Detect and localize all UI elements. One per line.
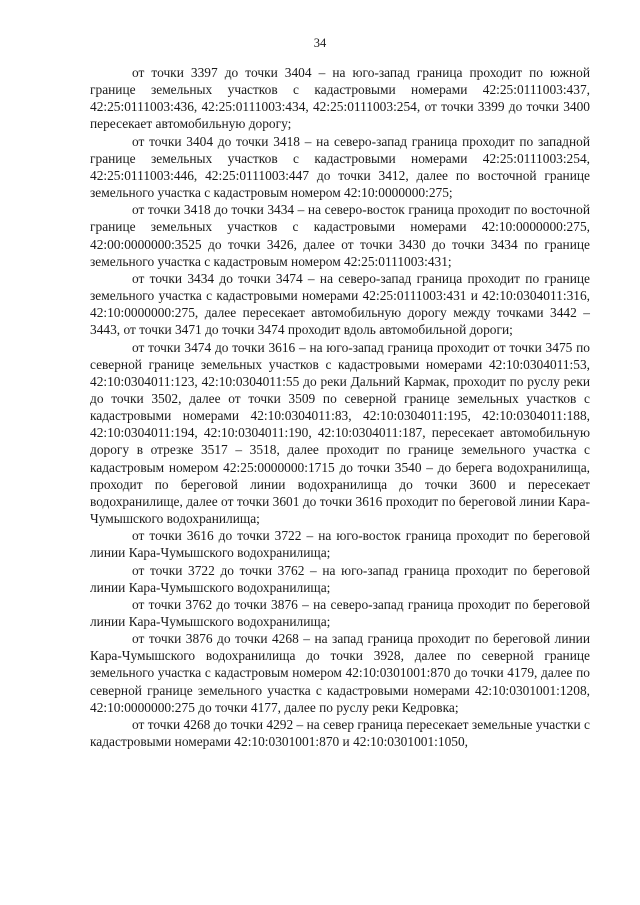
boundary-paragraph: от точки 3722 до точки 3762 – на юго-запад граница проходит по береговой линии Кара-Чумышского водохранилища; (90, 562, 590, 595)
boundary-paragraph: от точки 3397 до точки 3404 – на юго-запад граница проходит по южной границе земельных участков с кадастровыми номерами 42:25:0111003:437, 42:25:0111003:436, 42:25:0111003:434, 42:25:0111003:254, от точки 3399 до точки 3400 пересекает автомобильную дорогу; (90, 65, 590, 132)
boundary-paragraph: от точки 3762 до точки 3876 – на северо-запад граница проходит по береговой линии Кара-Чумышского водохранилища; (90, 596, 590, 629)
boundary-paragraph: от точки 3404 до точки 3418 – на северо-запад граница проходит по западной границе земельных участков с кадастровыми номерами 42:25:0111003:254, 42:25:0111003:446, 42:25:0111003:447 до точки 3412, далее по восточной границе земельного участка с кадастровым номером 42:10:0000000:275; (90, 133, 590, 201)
boundary-paragraph: от точки 3434 до точки 3474 – на северо-запад граница проходит по границе земельного участка с кадастровыми номерами 42:25:0111003:431 и 42:10:0304011:316, 42:10:0000000:275, далее пересекает автомобильную дорогу между точками 3442 – 3443, от точки 3471 до точки 3474 проходит вдоль автомобильной дороги; (90, 270, 590, 338)
page-number: 34 (313, 36, 327, 50)
boundary-paragraph: от точки 3616 до точки 3722 – на юго-восток граница проходит по береговой линии Кара-Чумышского водохранилища; (90, 528, 590, 561)
document-body (90, 64, 590, 750)
boundary-paragraph: от точки 3474 до точки 3616 – на юго-запад граница проходит от точки 3475 по северной границе земельных участков с кадастровыми номерами 42:10:0304011:53, 42:10:0304011:123, 42:10:0304011:55 до реки Дальний Кармак, проходит по руслу реки до точки 3502, далее от точки 3509 по северной границе земельных участков с кадастровыми номерами 42:10:0304011:83, 42:10:0304011:195, 42:10:0304011:188, 42:10:0304011:194, 42:10:0304011:190, 42:10:0304011:187, пересекает автомобильную дорогу в отрезке 3517 – 3518, далее проходит по границе земельного участка с кадастровым номером 42:25:0000000:1715 до точки 3540 – до берега водохранилища, проходит по береговой линии водохранилища до точки 3600 и пересекает водохранилище, далее от точки 3601 до точки 3616 проходит по береговой линии Кара-Чумышского водохранилища; (90, 339, 590, 527)
boundary-paragraph: от точки 3418 до точки 3434 – на северо-восток граница проходит по восточной границе земельных участков с кадастровыми номерами 42:10:0000000:275, 42:00:0000000:3525 до точки 3426, далее от точки 3430 до точки 3434 по границе земельного участка с кадастровым номером 42:25:0111003:431; (90, 202, 590, 269)
boundary-paragraph: от точки 3876 до точки 4268 – на запад граница проходит по береговой линии Кара-Чумышского водохранилища до точки 3928, далее по северной границе земельного участка с кадастровым номером 42:10:0301001:870 до точки 4179, далее по северной границе земельного участка с кадастровыми номерами 42:10:0301001:1208, 42:10:0000000:275 до точки 4177, далее по руслу реки Кедровка; (90, 631, 590, 715)
boundary-paragraph: от точки 4268 до точки 4292 – на север граница пересекает земельные участки с кадастровыми номерами 42:10:0301001:870 и 42:10:0301001:1050, (90, 716, 590, 750)
